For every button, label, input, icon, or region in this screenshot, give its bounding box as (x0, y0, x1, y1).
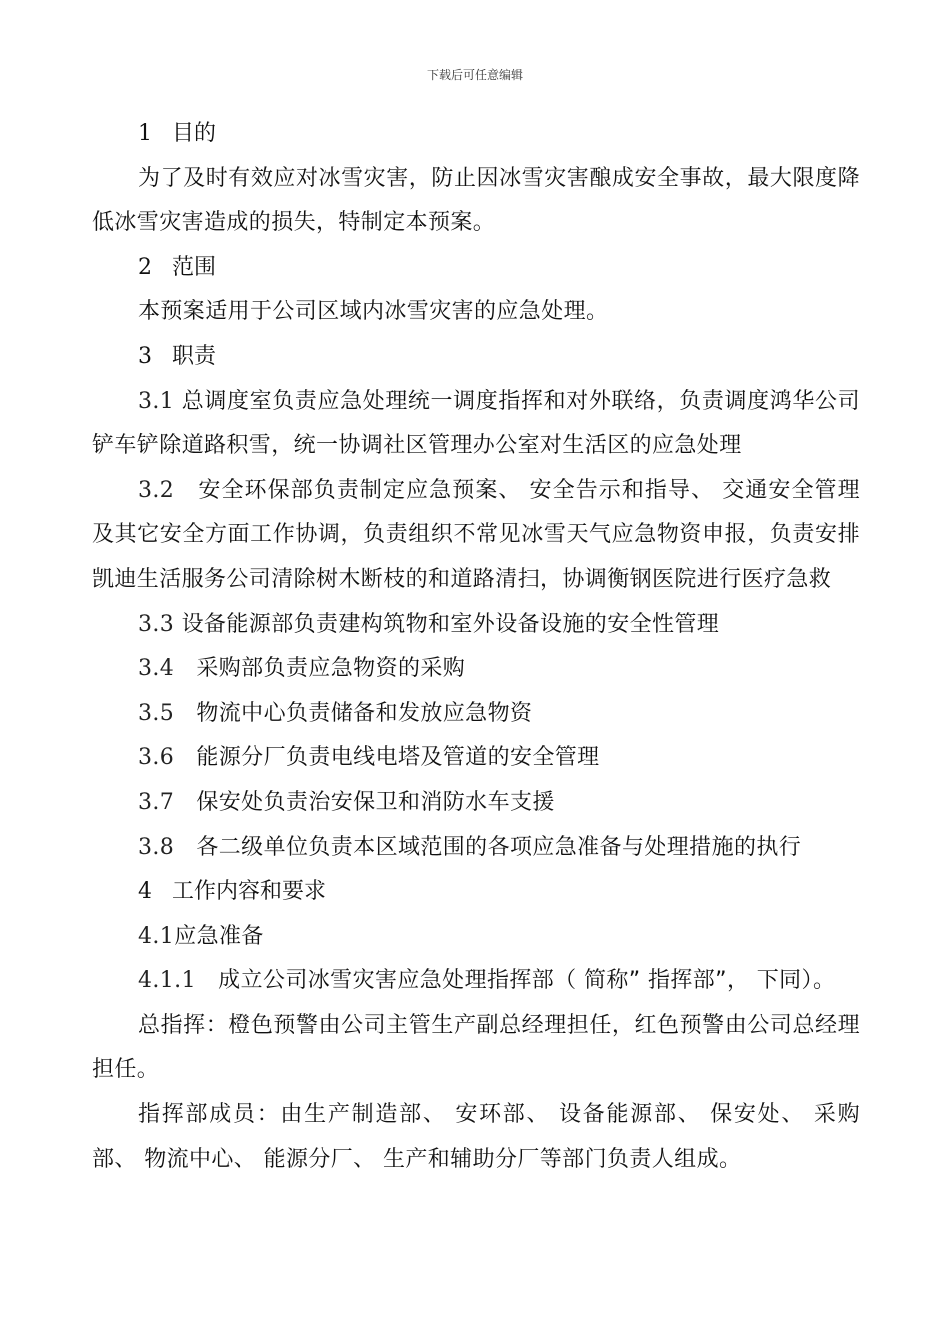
item-number: 3.7 (138, 789, 175, 815)
section-number: 2 (138, 254, 152, 280)
duty-item (92, 380, 860, 469)
section-1-heading (92, 112, 860, 157)
item-number: 3.4 (138, 656, 175, 682)
section-title: 工作内容和要求 (172, 879, 327, 905)
item-number: 4.1 (138, 923, 175, 949)
duty-item (92, 647, 860, 692)
section-title: 目的 (172, 121, 217, 146)
duty-item (92, 692, 860, 737)
duty-item (92, 603, 860, 648)
section-number: 4 (138, 879, 152, 905)
item-text: 设备能源部负责建构筑物和室外设备设施的安全性管理 (181, 611, 720, 637)
item-number: 3.5 (138, 700, 175, 726)
section-number: 1 (138, 121, 152, 146)
section-2-body: 本预案适用于公司区域内冰雪灾害的应急处理。 (138, 299, 609, 325)
section-1-body: 为了及时有效应对冰雪灾害，防止因冰雪灾害酿成安全事故，最大限度降低冰雪灾害造成的损失，特制定本预案。 (92, 165, 860, 236)
item-number: 3.3 (138, 611, 175, 637)
duty-item (92, 736, 860, 781)
item-text: 采购部负责应急物资的采购 (196, 656, 466, 682)
section-title: 范围 (172, 254, 217, 280)
item-text: 总调度室负责应急处理统一调度指挥和对外联络，负责调度鸿华公司铲车铲除道路积雪，统一协调社区管理办公室对生活区的应急处理 (92, 388, 860, 459)
duty-item (92, 469, 860, 603)
section-4-heading (92, 870, 860, 915)
page-header: 下载后可任意编辑 (426, 68, 523, 82)
section-title: 职责 (172, 343, 217, 369)
section-number: 3 (138, 343, 152, 369)
members-paragraph: 指挥部成员：由生产制造部、 安环部、 设备能源部、 保安处、 采购部、 物流中心、 能源分厂、 生产和辅助分厂等部门负责人组成。 (92, 1102, 860, 1172)
section-3-heading (92, 335, 860, 380)
subsection-4-1-1 (92, 959, 860, 1004)
item-text: 保安处负责治安保卫和消防水车支援 (196, 789, 555, 815)
item-text: 能源分厂负责电线电塔及管道的安全管理 (196, 745, 600, 771)
item-text: 安全环保部负责制定应急预案、 安全告示和指导、 交通安全管理及其它安全方面工作协调，负责组织不常见冰雪天气应急物资申报，负责安排凯迪生活服务公司清除树木断枝的和道路清扫，协调衡钢医院进行医疗急救 (92, 477, 860, 592)
duty-item (92, 826, 860, 871)
item-number: 3.2 (138, 477, 175, 503)
item-text: 成立公司冰雪灾害应急处理指挥部（ 简称” 指挥部”， 下同）。 (218, 968, 836, 994)
item-number: 3.8 (138, 834, 175, 860)
section-2-heading (92, 246, 860, 291)
commander-paragraph: 总指挥：橙色预警由公司主管生产副总经理担任，红色预警由公司总经理担任。 (92, 1012, 860, 1083)
item-number: 3.6 (138, 745, 175, 771)
duty-item (92, 781, 860, 826)
item-text: 物流中心负责储备和发放应急物资 (196, 700, 533, 726)
document-body (92, 112, 860, 1182)
item-number: 3.1 (138, 388, 175, 414)
item-text: 应急准备 (174, 923, 264, 949)
subsection-4-1 (92, 915, 860, 960)
item-text: 各二级单位负责本区域范围的各项应急准备与处理措施的执行 (196, 834, 802, 860)
item-number: 4.1.1 (138, 968, 196, 994)
